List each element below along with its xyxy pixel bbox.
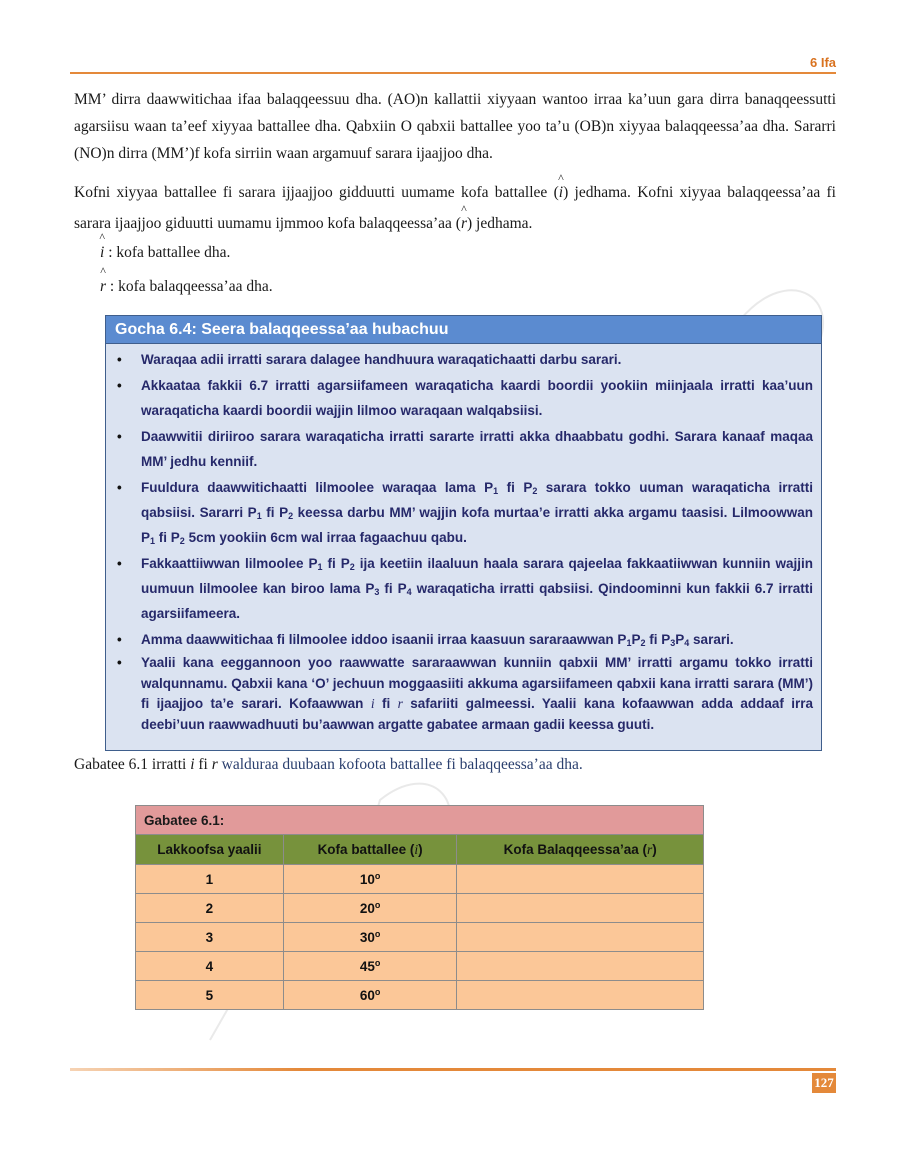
symbol-r: r [397, 696, 403, 711]
table-caption [74, 756, 583, 774]
cell-incidence [283, 952, 457, 981]
header-text: ) [418, 841, 423, 857]
table-row [136, 981, 704, 1010]
cell-incidence [283, 923, 457, 952]
definition-text: : kofa balaqqeessa’aa dha. [109, 278, 273, 295]
cell-incidence [283, 981, 457, 1010]
cell-trial: 4 [136, 952, 284, 981]
activity-text: 5cm yookiin 6cm wal irraa fagaachuu qabu. [184, 530, 467, 545]
column-header-incidence [283, 835, 457, 865]
cell-trial: 3 [136, 923, 284, 952]
activity-text: Amma daawwitichaa fi lilmoolee iddoo isaanii irraa kaasuun sararaawwan P [141, 632, 627, 647]
angle-value: 45 [359, 959, 375, 974]
angle-value: 60 [359, 988, 375, 1003]
chapter-label: 6 Ifa [809, 55, 836, 70]
activity-box [105, 315, 822, 751]
definition-incidence [100, 244, 230, 262]
subscript: 2 [179, 536, 185, 546]
degree-symbol: o [374, 871, 381, 881]
activity-item [114, 424, 813, 474]
subscript: 4 [684, 638, 690, 648]
subscript: 2 [640, 638, 646, 648]
page-number: 127 [812, 1073, 836, 1093]
symbol-r: r [646, 841, 653, 857]
subscript: 3 [374, 587, 380, 597]
activity-text: P [675, 632, 685, 647]
paragraph-mirror-description: MM’ dirra daawwitichaa ifaa balaqqeessuu dha. (AO)n kallattii xiyyaan wantoo irraa ka’uun gara dirra banaqqeessutti agarsiisu waan ta’eef xiyyaa battallee dha. Qabxiin O qabxii battallee yoo ta’u (OB)n xiyyaa balaqqeessa’aa dha. Sararri (NO)n dirra (MM’)f kofa sirriin waan argamuuf sarara ijaajjoo dha. [74, 91, 836, 162]
table-header-row [136, 835, 704, 865]
degree-symbol: o [374, 929, 381, 939]
cell-trial: 2 [136, 894, 284, 923]
activity-item [114, 373, 813, 423]
activity-text: Akkaataa fakkii 6.7 irratti agarsiifameen waraqaticha kaardi boordii yookiin miinjaala irratti kaa’uun waraqaticha kaardi boordii wajjin lilmoo waraqaan walqabsiisi. [141, 378, 813, 418]
definition-reflection [100, 278, 273, 296]
activity-text: sarara tokko uuman waraqaticha irratti qabsiisi. Sararri P [141, 480, 813, 520]
symbol-r: r [211, 756, 218, 773]
activity-text: fi P [155, 530, 180, 545]
activity-text: fi P [322, 556, 350, 571]
paragraph-part: Kofni xiyyaa battallee fi sarara ijjaajjoo gidduutti uumame kofa battallee ( [74, 184, 559, 201]
activity-text: Waraqaa adii irratti sarara dalagee handhuura waraqatichaatti darbu sarari. [141, 352, 622, 367]
activity-text: keessa darbu MM’ wajjin kofa murtaa’e irratti akka argamu taasisi. Lilmoowwan P [141, 505, 813, 545]
column-header-reflection [457, 835, 704, 865]
cell-reflection[interactable] [457, 952, 704, 981]
cell-reflection[interactable] [457, 865, 704, 894]
activity-item [114, 627, 813, 652]
activity-text: Daawwitii diriiroo sarara waraqaticha irratti sararte irratti akka dhaabbatu godhi. Sarara kanaaf maqaa MM’ jedhu kenniif. [141, 429, 813, 469]
angle-value: 20 [359, 901, 375, 916]
table-row [136, 923, 704, 952]
cell-reflection[interactable] [457, 981, 704, 1010]
activity-text: fi P [379, 581, 407, 596]
activity-list [106, 344, 821, 735]
activity-item [114, 551, 813, 626]
cell-incidence [283, 865, 457, 894]
cell-trial: 1 [136, 865, 284, 894]
subscript: 2 [288, 511, 294, 521]
angle-value: 30 [359, 930, 375, 945]
activity-item [114, 347, 813, 372]
activity-text: ija keetiin ilaaluun haala sarara qajeelaa fakkaatiiwwan kunniin wajjin uumuun lilmoolee kan biroo lama P [141, 556, 813, 596]
symbol-i: i [370, 696, 375, 711]
cell-trial: 5 [136, 981, 284, 1010]
table-title: Gabatee 6.1: [136, 806, 704, 835]
results-table [135, 805, 704, 1010]
table-row [136, 865, 704, 894]
symbol-r-hat: ^ r [461, 208, 467, 239]
activity-text: fi P [645, 632, 671, 647]
table-row [136, 894, 704, 923]
cell-incidence [283, 894, 457, 923]
symbol-r-hat: ^ r [100, 278, 106, 296]
header-rule [70, 72, 836, 74]
caption-suffix: walduraa duubaan kofoota battallee fi balaqqeessa’aa dha. [217, 756, 583, 773]
subscript: 2 [532, 486, 538, 496]
footer-rule [70, 1068, 836, 1071]
header-text: Kofa Balaqqeessa’aa ( [503, 841, 647, 857]
activity-text: Fakkaattiiwwan lilmoolee P [141, 556, 318, 571]
header-text: ) [652, 841, 657, 857]
symbol-i: i [190, 756, 195, 773]
table-row [136, 952, 704, 981]
subscript: 4 [406, 587, 412, 597]
subscript: 1 [256, 511, 262, 521]
activity-text: Fuuldura daawwitichaatti lilmoolee waraqaa lama P [141, 480, 494, 495]
subscript: 1 [150, 536, 156, 546]
activity-item [114, 475, 813, 550]
symbol-i-hat: ^ i [559, 177, 563, 208]
angle-value: 10 [359, 872, 375, 887]
subscript: 2 [349, 562, 355, 572]
caption-prefix: Gabatee 6.1 irratti [74, 756, 191, 773]
activity-text: fi [374, 696, 398, 711]
paragraph-part: ) jedhama. Kofni xiyyaa balaqqeessa’aa fi sarara ijaajjoo giduutti uumamu ijmmoo kofa balaqqeessa’aa ( [74, 184, 836, 232]
activity-text: safariiti galmeessi. Yaalii kana kofaawwan adda addaaf irra deebi’uun raawwadhuuti bu’aawwan argatte gabatee armaan gadii keessa guuti. [141, 696, 813, 732]
degree-symbol: o [374, 958, 381, 968]
activity-item [114, 653, 813, 735]
header-text: Kofa battallee ( [317, 841, 415, 857]
activity-title: Gocha 6.4: Seera balaqqeessa’aa hubachuu [106, 316, 821, 344]
activity-text: sarari. [689, 632, 734, 647]
column-header-trial: Lakkoofsa yaalii [136, 835, 284, 865]
activity-text: waraqaticha irratti qabsiisi. Qindoominni kun fakkii 6.7 irratti agarsiifameera. [141, 581, 813, 621]
subscript: 3 [670, 638, 676, 648]
symbol-i: i [414, 841, 419, 857]
degree-symbol: o [374, 900, 381, 910]
degree-symbol: o [374, 987, 381, 997]
definition-text: : kofa battallee dha. [108, 244, 231, 261]
activity-text: Yaalii kana eeggannoon yoo raawwatte sararaawwan kunniin qabxii MM’ irratti argamu tokko irratti walqunnamu. Qabxii kana ‘O’ jechuun moggaasiiti akkuma agarsiifameen qabxii kana irratti sarara (MM’) fi ijaajjoo ta’e sarari. Kofaawwan [141, 655, 813, 711]
subscript: 1 [493, 486, 499, 496]
caption-conj: fi [198, 756, 208, 773]
symbol-i-hat: ^ i [100, 244, 104, 262]
subscript: 1 [626, 638, 632, 648]
cell-reflection[interactable] [457, 894, 704, 923]
activity-text: P [631, 632, 641, 647]
activity-text: fi P [261, 505, 289, 520]
cell-reflection[interactable] [457, 923, 704, 952]
activity-text: fi P [498, 480, 533, 495]
paragraph-part: ) jedhama. [467, 215, 533, 232]
subscript: 1 [317, 562, 323, 572]
table-title-row [136, 806, 704, 835]
paragraph-angle-definitions [74, 177, 836, 239]
